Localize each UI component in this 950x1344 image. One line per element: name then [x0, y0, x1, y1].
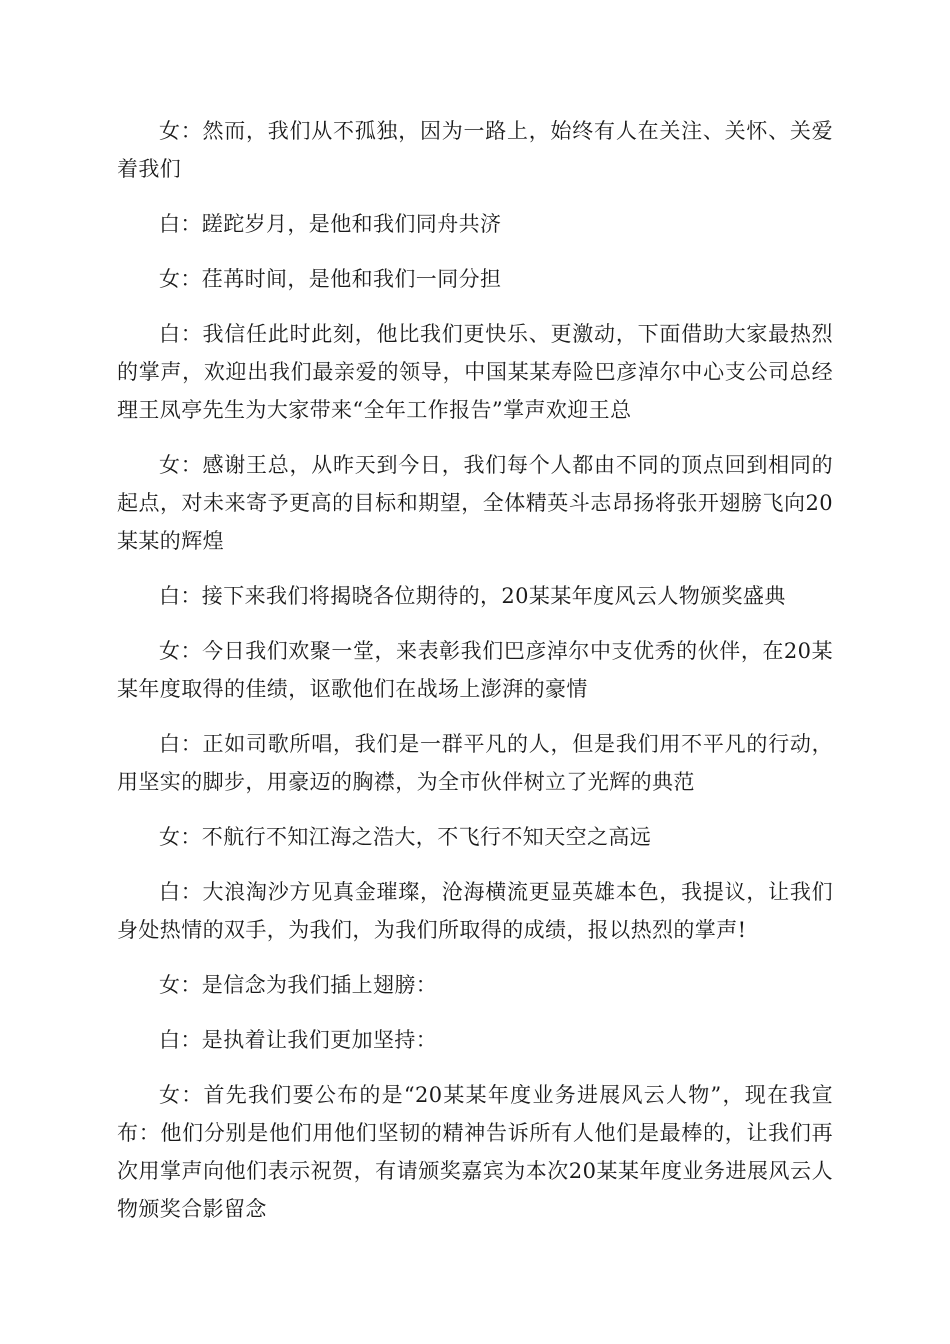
script-line: 女：然而，我们从不孤独，因为一路上，始终有人在关注、关怀、关爱着我们 [117, 119, 833, 181]
script-line: 白：是执着让我们更加坚持： [159, 1028, 438, 1052]
script-line: 白：大浪淘沙方见真金璀璨，沧海横流更显英雄本色，我提议，让我们身处热情的双手，为我们，为我们所取得的成绩，报以热烈的掌声! [117, 880, 833, 942]
script-line: 女：是信念为我们插上翅膀： [159, 973, 438, 997]
script-line: 白：正如司歌所唱，我们是一群平凡的人，但是我们用不平凡的行动，用坚实的脚步，用豪迈的胸襟，为全市伙伴树立了光辉的典范 [117, 732, 833, 794]
script-line: 女：感谢王总，从昨天到今日，我们每个人都由不同的顶点回到相同的起点，对未来寄予更高的目标和期望，全体精英斗志昂扬将张开翅膀飞向20某某的辉煌 [117, 453, 833, 553]
document-body [117, 112, 833, 1245]
script-line: 女：首先我们要公布的是“20某某年度业务进展风云人物”，现在我宣布：他们分别是他们用他们坚韧的精神告诉所有人他们是最棒的，让我们再次用掌声向他们表示祝贺，有请颁奖嘉宾为本次20某某年度业务进展风云人物颁奖合影留念 [117, 1083, 833, 1221]
script-line: 白：蹉跎岁月，是他和我们同舟共济 [159, 212, 502, 236]
script-line: 女：荏苒时间，是他和我们一同分担 [159, 267, 502, 291]
script-line: 白：我信任此时此刻，他比我们更快乐、更激动，下面借助大家最热烈的掌声，欢迎出我们最亲爱的领导，中国某某寿险巴彦淖尔中心支公司总经理王凤亭先生为大家带来“全年工作报告”掌声欢迎王总 [117, 322, 833, 422]
script-line: 白：接下来我们将揭晓各位期待的，20某某年度风云人物颁奖盛典 [159, 584, 786, 608]
script-line: 女：不航行不知江海之浩大，不飞行不知天空之高远 [159, 825, 652, 849]
script-line: 女：今日我们欢聚一堂，来表彰我们巴彦淖尔中支优秀的伙伴，在20某某年度取得的佳绩，讴歌他们在战场上澎湃的豪情 [117, 639, 833, 701]
